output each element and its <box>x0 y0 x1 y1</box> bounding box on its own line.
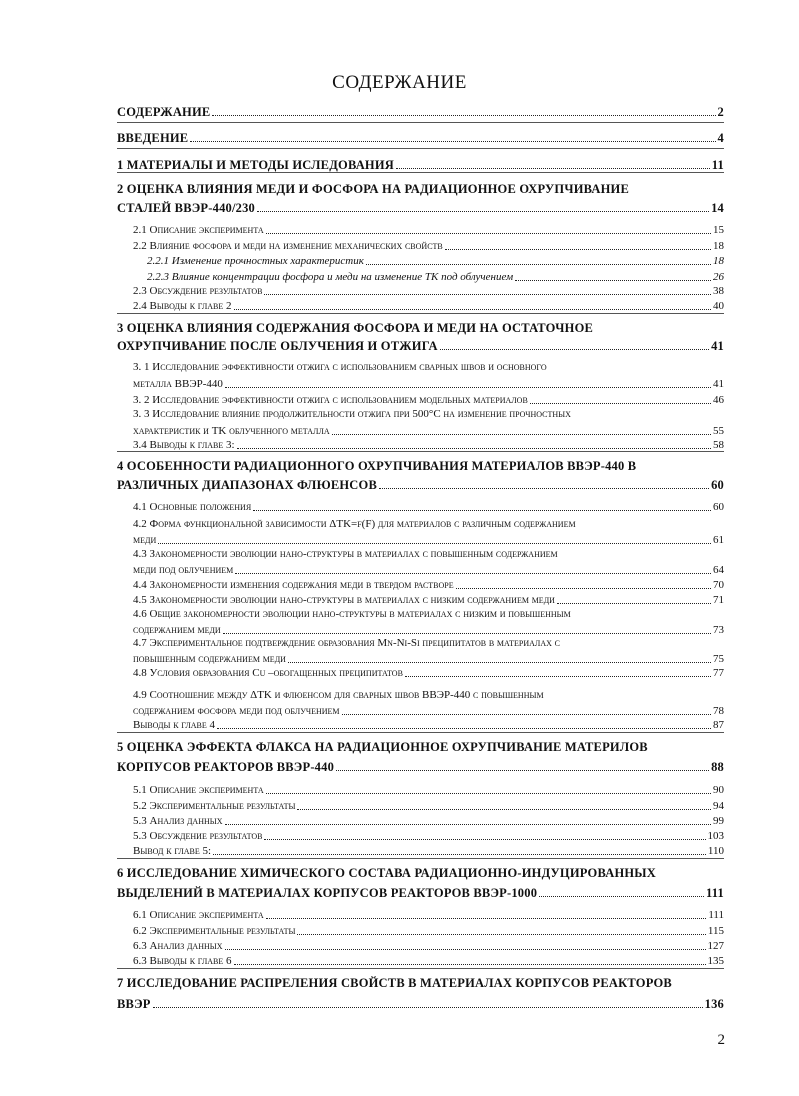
toc-page-number: 41 <box>713 378 724 390</box>
dot-leader <box>440 348 709 350</box>
toc-page-number: 90 <box>713 784 724 796</box>
toc-page-number: 87 <box>713 719 724 731</box>
toc-entry-title: 2.2.3 Влияние концентрации фосфора и меди на изменение TK под облучением <box>147 271 514 283</box>
toc-page-number: 115 <box>707 925 724 937</box>
toc-page-number: 135 <box>707 955 724 967</box>
dot-leader <box>288 661 711 663</box>
dot-leader <box>405 675 711 677</box>
toc-entry-title: ВЫДЕЛЕНИЙ В МАТЕРИАЛАХ КОРПУСОВ РЕАКТОРОВ ВВЭР-1000 <box>117 886 538 900</box>
toc-entry-title: СТАЛЕЙ ВВЭР-440/230 <box>117 201 255 215</box>
toc-entry-title: 4.1 Основные положения <box>133 501 252 513</box>
toc-entry-title: Вывод к главе 5: <box>133 845 212 857</box>
toc-entry-title: РАЗЛИЧНЫХ ДИАПАЗОНАХ ФЛЮЕНСОВ <box>117 478 377 492</box>
toc-page-number: 2 <box>717 105 724 119</box>
toc-page-number: 94 <box>713 800 724 812</box>
dot-leader <box>445 248 711 250</box>
section-divider <box>117 148 724 149</box>
dot-leader <box>257 210 709 212</box>
dot-leader <box>557 602 711 604</box>
dot-leader <box>217 727 711 729</box>
dot-leader <box>213 853 706 855</box>
toc-entry-title: 5.3 Анализ данных <box>133 815 223 827</box>
dot-leader <box>297 933 705 935</box>
toc-entry-title: 3. 3 Исследование влияние продолжительности отжига при 500°C на изменение прочностных <box>133 408 571 420</box>
dot-leader <box>234 963 706 965</box>
dot-leader <box>225 823 711 825</box>
toc-entry-title: 6.2 Экспериментальные результаты <box>133 925 296 937</box>
toc-entry-title: 5.1 Описание эксперимента <box>133 784 264 796</box>
toc-entry-title: 2.2 Влияние фосфора и меди на изменение механических свойств <box>133 240 443 252</box>
toc-entry-title: 1 МАТЕРИАЛЫ И МЕТОДЫ ИСЛЕДОВАНИЯ <box>117 158 394 172</box>
dot-leader <box>153 1006 703 1008</box>
toc-page-number: 77 <box>713 667 724 679</box>
dot-leader <box>225 948 706 950</box>
toc-page-number: 103 <box>707 830 724 842</box>
toc-page-number: 4 <box>717 131 724 145</box>
toc-entry-title: 6.3 Выводы к главе 6 <box>133 955 232 967</box>
toc-entry-title: 5.2 Экспериментальные результаты <box>133 800 296 812</box>
dot-leader <box>539 895 704 897</box>
toc-entry-title: 7 ИССЛЕДОВАНИЕ РАСПРЕЛЕНИЯ СВОЙСТВ В МАТЕРИАЛАХ КОРПУСОВ РЕАКТОРОВ <box>117 976 672 990</box>
toc-entry-title: 5 ОЦЕНКА ЭФФЕКТА ФЛАКСА НА РАДИАЦИОННОЕ ОХРУПЧИВАНИЕ МАТЕРИЛОВ <box>117 740 648 754</box>
toc-entry-title: 2.1 Описание эксперимента <box>133 224 264 236</box>
toc-page-number: 60 <box>711 478 724 492</box>
toc-entry-title: 4.2 Форма функциональной зависимости ΔTK=f(F) для материалов с различным содержанием <box>133 518 576 530</box>
toc-page-number: 88 <box>711 760 724 774</box>
toc-entry-title: 3 ОЦЕНКА ВЛИЯНИЯ СОДЕРЖАНИЯ ФОСФОРА И МЕДИ НА ОСТАТОЧНОЕ <box>117 321 594 335</box>
toc-entry-title: 4.9 Соотношение между ΔTK и флюенсом для сварных швов ВВЭР-440 с повышенным <box>133 689 544 701</box>
toc-entry-title: 2 ОЦЕНКА ВЛИЯНИЯ МЕДИ И ФОСФОРА НА РАДИАЦИОННОЕ ОХРУПЧИВАНИЕ <box>117 182 629 196</box>
toc-entry-title: 4.4 Закономерности изменения содержания меди в твердом растворе <box>133 579 454 591</box>
toc-entry-title: содержанием фосфора меди под облучением <box>133 705 340 717</box>
toc-entry-title: ВВЭР <box>117 997 151 1011</box>
dot-leader <box>297 808 711 810</box>
toc-entry-title: ВВЕДЕНИЕ <box>117 131 189 145</box>
dot-leader <box>515 279 711 281</box>
toc-entry-title: 2.2.1 Изменение прочностных характеристик <box>147 255 364 267</box>
toc-page-number: 127 <box>707 940 724 952</box>
toc-page-number: 71 <box>713 594 724 606</box>
toc-entry-title: меди <box>133 534 157 546</box>
toc-entry-title: металла ВВЭР-440 <box>133 378 223 390</box>
dot-leader <box>366 263 711 265</box>
toc-page-number: 70 <box>713 579 724 591</box>
toc-page-number: 136 <box>704 997 724 1011</box>
toc-page-number: 15 <box>713 224 724 236</box>
dot-leader <box>456 587 711 589</box>
toc-entry-title: меди под облучением <box>133 564 234 576</box>
dot-leader <box>332 433 711 435</box>
toc-page-number: 61 <box>713 534 724 546</box>
dot-leader <box>225 386 711 388</box>
dot-leader <box>530 402 711 404</box>
toc-entry-title: 2.3 Обсуждение результатов <box>133 285 263 297</box>
toc-entry-title: 4.6 Общие закономерности эволюции нано-структуры в материалах с низким и повышенным <box>133 608 571 620</box>
toc-entry-title: содержанием меди <box>133 624 221 636</box>
toc-page-number: 110 <box>707 845 724 857</box>
toc-page-number: 99 <box>713 815 724 827</box>
toc-entry-title: характеристик и TK облученного металла <box>133 425 330 437</box>
toc-entry-title: Выводы к главе 4 <box>133 719 215 731</box>
toc-page-number: 18 <box>713 240 724 252</box>
dot-leader <box>264 293 711 295</box>
dot-leader <box>158 542 711 544</box>
section-divider <box>117 122 724 123</box>
dot-leader <box>342 713 711 715</box>
toc-entry-title: СОДЕРЖАНИЕ <box>117 105 211 119</box>
toc-entry-title: КОРПУСОВ РЕАКТОРОВ ВВЭР-440 <box>117 760 335 774</box>
dot-leader <box>396 167 710 169</box>
toc-page-number: 111 <box>706 886 724 900</box>
toc-entry-title: 5.3 Обсуждение результатов <box>133 830 263 842</box>
dot-leader <box>336 769 709 771</box>
toc-page-number: 14 <box>711 201 724 215</box>
toc-page-number: 46 <box>713 394 724 406</box>
toc-page-number: 41 <box>711 339 724 353</box>
dot-leader <box>266 792 711 794</box>
toc-entry-title: 4.7 Экспериментальное подтверждение образования Mn-Ni-Si преципитатов в материалах с <box>133 637 560 649</box>
toc-page-number: 75 <box>713 653 724 665</box>
dot-leader <box>379 487 709 489</box>
dot-leader <box>190 140 715 142</box>
toc-entry-title: 4.3 Закономерности эволюции нано-структуры в материалах с повышенным содержанием <box>133 548 558 560</box>
toc-page-number: 73 <box>713 624 724 636</box>
toc-page-number: 18 <box>713 255 724 267</box>
toc-page-number: 60 <box>713 501 724 513</box>
dot-leader <box>235 572 711 574</box>
toc-page-number: 64 <box>713 564 724 576</box>
dot-leader <box>264 838 705 840</box>
toc-page-number: 58 <box>713 439 724 451</box>
toc-page-number: 78 <box>713 705 724 717</box>
toc-page-number: 26 <box>713 271 724 283</box>
toc-entry-title: 2.4 Выводы к главе 2 <box>133 300 232 312</box>
toc-page-number: 111 <box>708 909 724 921</box>
dot-leader <box>266 917 707 919</box>
dot-leader <box>253 509 711 511</box>
page-number: 2 <box>717 1032 725 1048</box>
toc-entry-title: 4.5 Закономерности эволюции нано-структуры в материалах с низким содержанием меди <box>133 594 555 606</box>
dot-leader <box>266 232 711 234</box>
toc-entry-title: 6 ИССЛЕДОВАНИЕ ХИМИЧЕСКОГО СОСТАВА РАДИАЦИОННО-ИНДУЦИРОВАННЫХ <box>117 866 656 880</box>
toc-entry-title: 3. 1 Исследование эффективности отжига с использованием сварных швов и основного <box>133 361 547 373</box>
toc-entry-title: 3.4 Выводы к главе 3: <box>133 439 235 451</box>
dot-leader <box>237 447 711 449</box>
toc-entry-title: ОХРУПЧИВАНИЕ ПОСЛЕ ОБЛУЧЕНИЯ И ОТЖИГА <box>117 339 438 353</box>
toc-page-number: 11 <box>711 158 724 172</box>
toc-entry-title: 3. 2 Исследование эффективности отжига с использованием модельных материалов <box>133 394 528 406</box>
toc-page-number: 40 <box>713 300 724 312</box>
toc-entry-title: 4 ОСОБЕННОСТИ РАДИАЦИОННОГО ОХРУПЧИВАНИЯ МАТЕРИАЛОВ ВВЭР-440 В <box>117 459 637 473</box>
toc-page-number: 55 <box>713 425 724 437</box>
toc-entry-title: повышенным содержанием меди <box>133 653 286 665</box>
dot-leader <box>234 308 712 310</box>
page-title: СОДЕРЖАНИЕ <box>332 72 467 93</box>
toc-entry-title: 6.3 Анализ данных <box>133 940 223 952</box>
toc-entry-title: 4.8 Условия образования Cu –обогащенных преципитатов <box>133 667 403 679</box>
toc-entry-title: 6.1 Описание эксперимента <box>133 909 264 921</box>
dot-leader <box>212 114 715 116</box>
toc-page-number: 38 <box>713 285 724 297</box>
